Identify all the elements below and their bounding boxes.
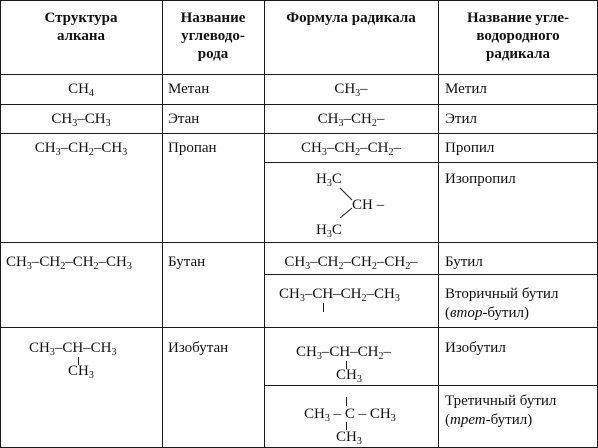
radical-formula: $CH_3-CH_2-CH_2-CH_2-$ [284, 254, 418, 272]
header-radical-name: Название угле- водородного радикала [466, 10, 570, 62]
isopropyl-upper-methyl: $H_3C$ [316, 171, 342, 189]
hydrocarbon-name: Изобутан [168, 340, 229, 356]
rule-row4 [0, 327, 598, 328]
radical-name-note: (втор-бутил) [445, 305, 529, 321]
radical-name-note: (трет-бутил) [445, 412, 533, 428]
rule-row1 [0, 104, 598, 105]
header-radical-formula: Формула радикала [286, 10, 416, 26]
rule-header [0, 74, 598, 75]
isopropyl-lower-methyl: $H_3C$ [316, 222, 342, 240]
rule-col1 [162, 0, 163, 448]
hydrocarbon-name: Бутан [168, 254, 206, 270]
radical-name: Изопропил [445, 171, 516, 187]
sec-butyl-formula: $CH_3-CH-CH_2-CH_3$ [279, 286, 400, 304]
hydrocarbon-name: Метан [168, 81, 210, 97]
rule-row2 [0, 133, 598, 134]
radical-formula: $CH_3-CH_2-CH_2-$ [300, 140, 402, 158]
radical-name: Третичный бутил [445, 393, 557, 409]
header-structure: Структура алкана [44, 10, 118, 44]
sec-butyl-bond [323, 303, 324, 312]
radical-name: Этил [445, 111, 477, 127]
radical-formula: $CH_3-CH_2-$ [317, 111, 385, 129]
isobutane-branch-methyl: $CH_3$ [68, 363, 94, 381]
rule-row3 [0, 242, 598, 243]
radical-name: Пропил [445, 140, 495, 156]
rule-col3 [438, 0, 439, 448]
alkane-formula: $CH_4$ [68, 81, 94, 99]
rule-col-left [0, 0, 1, 448]
radical-formula: $CH_3-$ [334, 81, 368, 99]
rule-top [0, 0, 598, 1]
rule-isobutyl [264, 385, 598, 386]
rule-col2 [264, 0, 265, 448]
alkane-formula: $CH_3-CH-CH_3$ [29, 340, 117, 358]
isobutyl-formula: $CH_3-CH-CH_2-$ [296, 344, 392, 362]
alkane-formula: $CH_3-CH_2-CH_2-CH_3$ [6, 254, 132, 272]
rule-propyl [264, 162, 598, 163]
alkane-formula: $CH_3-CH_3$ [51, 111, 111, 129]
hydrocarbon-name: Пропан [168, 140, 217, 156]
isopropyl-ch: CH – [352, 197, 385, 213]
tert-butyl-branch-methyl: $CH_3$ [336, 429, 362, 447]
radical-name: Бутил [445, 254, 483, 270]
radical-name: Метил [445, 81, 487, 97]
radical-name: Изобутил [445, 340, 506, 356]
header-hydrocarbon-name: Название углеводо- рода [180, 10, 246, 62]
rule-butyl [264, 274, 598, 275]
radical-name: Вторичный бутил [445, 286, 559, 302]
isobutyl-branch-methyl: $CH_3$ [336, 367, 362, 385]
tert-butyl-formula: $CH_3$ – C – $CH_3$ [304, 406, 396, 424]
alkane-formula: $CH_3-CH_2-CH_3$ [34, 140, 128, 158]
hydrocarbon-name: Этан [168, 111, 200, 127]
